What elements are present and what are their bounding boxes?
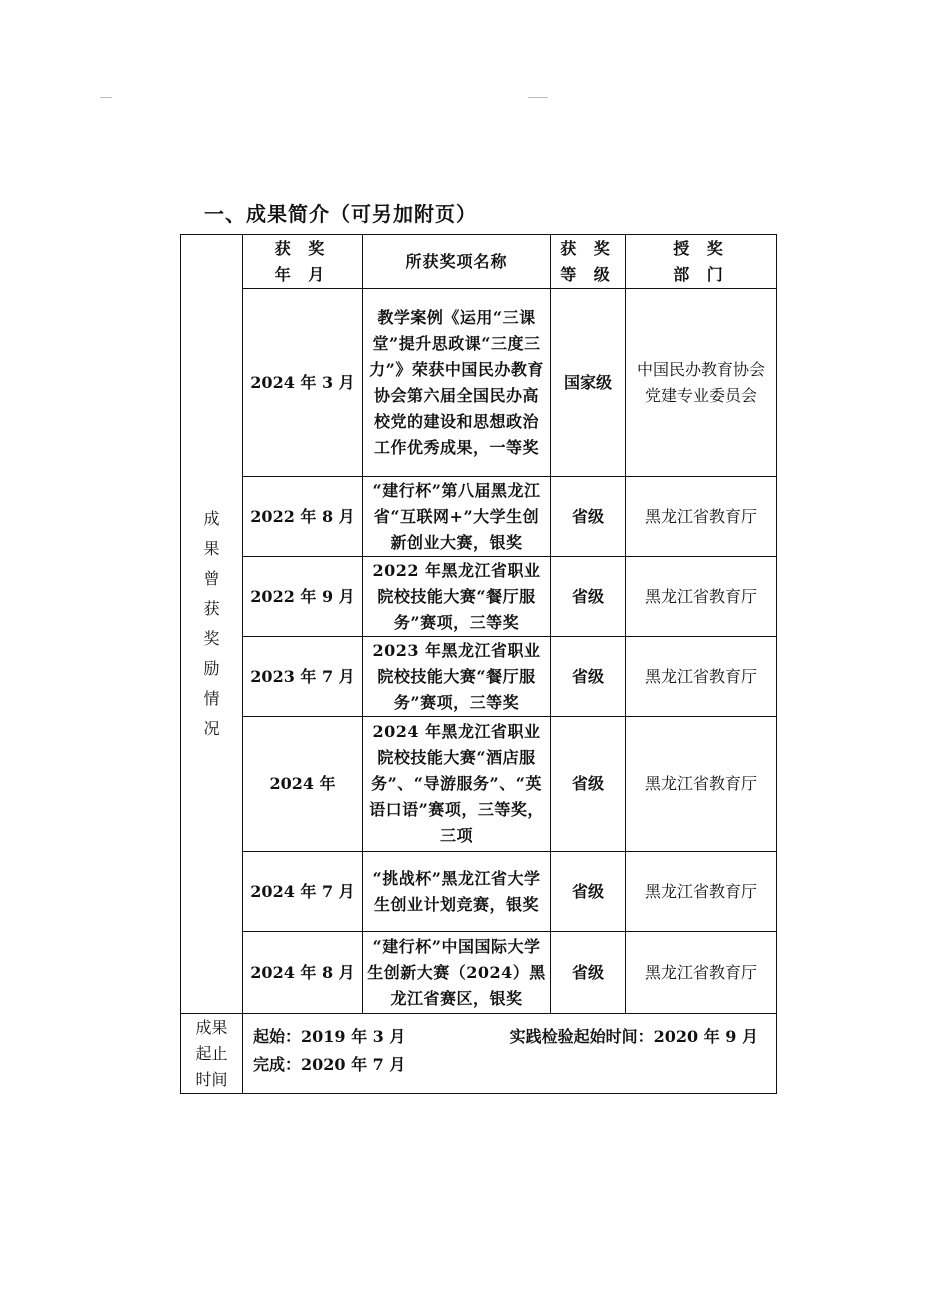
scan-mark-center <box>528 97 548 98</box>
time-label-line-1: 成果 <box>195 1017 228 1037</box>
header-dept-line-1: 授 奖 <box>673 238 729 258</box>
time-label-line-3: 时间 <box>195 1069 228 1089</box>
table-row <box>181 289 777 477</box>
award-level: 省级 <box>551 557 626 637</box>
header-date-line-2: 年 月 <box>274 264 331 284</box>
header-level <box>551 235 626 289</box>
award-date: 2022 年 8 月 <box>243 477 363 557</box>
award-name: “建行杯”第八届黑龙江省“互联网+”大学生创新创业大赛，银奖 <box>363 477 551 557</box>
award-name: 2022 年黑龙江省职业院校技能大赛“餐厅服务”赛项，三等奖 <box>363 557 551 637</box>
award-level: 省级 <box>551 852 626 932</box>
header-dept <box>626 235 777 289</box>
table-header-row <box>181 235 777 289</box>
time-content-cell <box>243 1014 777 1094</box>
award-level: 省级 <box>551 477 626 557</box>
header-level-line-2: 等 级 <box>560 264 616 284</box>
practice-start-time: 实践检验起始时间：2020 年 9 月 <box>509 1027 758 1046</box>
award-name: 教学案例《运用“三课堂”提升思政课“三度三力”》荣获中国民办教育协会第六届全国民办高校党的建设和思想政治工作优秀成果，一等奖 <box>363 289 551 477</box>
award-date: 2024 年 7 月 <box>243 852 363 932</box>
award-date: 2024 年 3 月 <box>243 289 363 477</box>
award-dept: 黑龙江省教育厅 <box>626 852 777 932</box>
finish-time: 完成：2020 年 7 月 <box>253 1055 406 1074</box>
table-row <box>181 557 777 637</box>
header-date-line-1: 获 奖 <box>274 238 331 258</box>
section-heading: 一、成果简介（可另加附页） <box>204 202 477 226</box>
award-dept: 黑龙江省教育厅 <box>626 557 777 637</box>
award-dept: 黑龙江省教育厅 <box>626 477 777 557</box>
award-date: 2022 年 9 月 <box>243 557 363 637</box>
awards-table <box>180 234 777 1094</box>
table-row <box>181 717 777 852</box>
award-date: 2024 年 <box>243 717 363 852</box>
header-name: 所获奖项名称 <box>363 235 551 289</box>
award-dept: 黑龙江省教育厅 <box>626 932 777 1014</box>
scan-mark-left <box>100 97 112 98</box>
table-row <box>181 477 777 557</box>
side-label: 成果曾获奖励情况 <box>203 509 220 738</box>
side-label-cell <box>181 235 243 1014</box>
award-name: “建行杯”中国国际大学生创新大赛（2024）黑龙江省赛区，银奖 <box>363 932 551 1014</box>
award-dept: 黑龙江省教育厅 <box>626 717 777 852</box>
table-row <box>181 852 777 932</box>
award-date: 2024 年 8 月 <box>243 932 363 1014</box>
award-name: 2024 年黑龙江省职业院校技能大赛“酒店服务”、“导游服务”、“英语口语”赛项，三等奖，三项 <box>363 717 551 852</box>
start-time: 起始：2019 年 3 月 <box>253 1027 406 1046</box>
award-name: “挑战杯”黑龙江省大学生创业计划竞赛，银奖 <box>363 852 551 932</box>
header-level-line-1: 获 奖 <box>560 238 616 258</box>
table-row <box>181 637 777 717</box>
table-row <box>181 932 777 1014</box>
header-dept-line-2: 部 门 <box>673 264 729 284</box>
header-date <box>243 235 363 289</box>
award-dept: 中国民办教育协会党建专业委员会 <box>626 289 777 477</box>
award-name: 2023 年黑龙江省职业院校技能大赛“餐厅服务”赛项，三等奖 <box>363 637 551 717</box>
award-dept: 黑龙江省教育厅 <box>626 637 777 717</box>
award-level: 省级 <box>551 717 626 852</box>
award-level: 国家级 <box>551 289 626 477</box>
award-date: 2023 年 7 月 <box>243 637 363 717</box>
award-level: 省级 <box>551 637 626 717</box>
award-level: 省级 <box>551 932 626 1014</box>
time-row <box>181 1014 777 1094</box>
time-label-cell <box>181 1014 243 1094</box>
time-label-line-2: 起止 <box>195 1043 228 1063</box>
